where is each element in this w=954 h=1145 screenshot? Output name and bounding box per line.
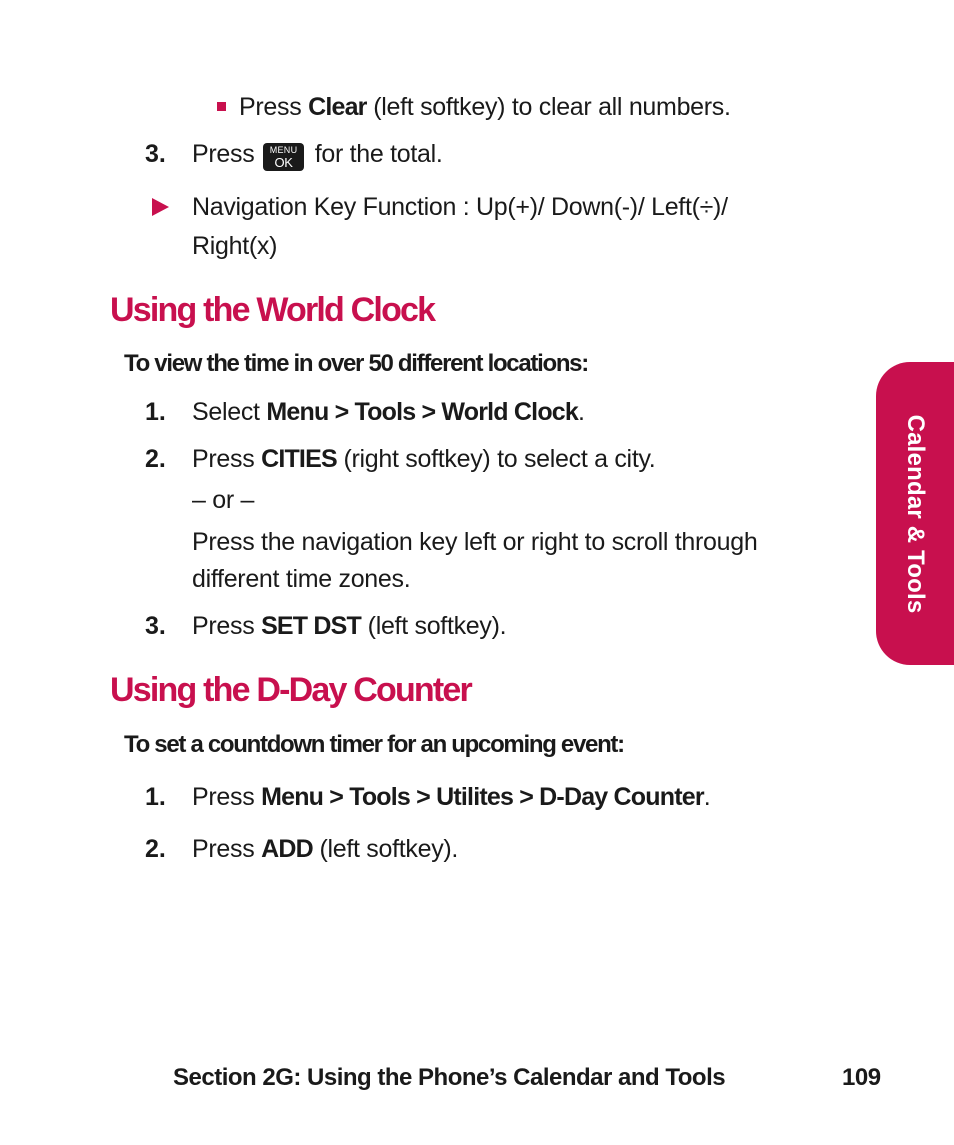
page-number: 109 [842, 1064, 881, 1091]
dday-lead: To set a countdown timer for an upcoming event: [124, 731, 624, 758]
step-number: 2. [145, 835, 166, 863]
bullet-square [217, 102, 226, 111]
step-number: 2. [145, 445, 166, 473]
step-number: 3. [145, 612, 166, 640]
alt-line-2: different time zones. [192, 565, 411, 593]
side-tab-label: Calendar & Tools [902, 414, 929, 613]
world-clock-lead: To view the time in over 50 different locations: [124, 350, 588, 377]
step-number: 3. [145, 140, 166, 168]
world-clock-step-3: Press SET DST (left softkey). [192, 612, 507, 640]
step-number: 1. [145, 783, 166, 811]
world-clock-step-2: Press CITIES (right softkey) to select a city. [192, 445, 656, 473]
note-arrow-icon [152, 198, 169, 216]
note-line-2: Right(x) [192, 232, 278, 260]
heading-dday-counter: Using the D-Day Counter [110, 671, 471, 709]
total-instruction: Press MENU OK for the total. [192, 140, 443, 170]
alt-line-1: Press the navigation key left or right to scroll through [192, 528, 758, 556]
menu-ok-key-icon: MENU OK [263, 143, 304, 171]
or-separator: – or – [192, 486, 255, 514]
section-side-tab [876, 362, 954, 665]
dday-step-2: Press ADD (left softkey). [192, 835, 459, 863]
footer-section-title: Section 2G: Using the Phone’s Calendar and Tools [173, 1064, 726, 1091]
step-number: 1. [145, 398, 166, 426]
world-clock-step-1: Select Menu > Tools > World Clock. [192, 398, 585, 426]
heading-world-clock: Using the World Clock [110, 291, 435, 329]
dday-step-1: Press Menu > Tools > Utilites > D-Day Counter. [192, 783, 711, 811]
note-line-1: Navigation Key Function : Up(+)/ Down(-)/ Left(÷)/ [192, 193, 728, 221]
clear-instruction: Press Clear (left softkey) to clear all numbers. [239, 93, 731, 121]
